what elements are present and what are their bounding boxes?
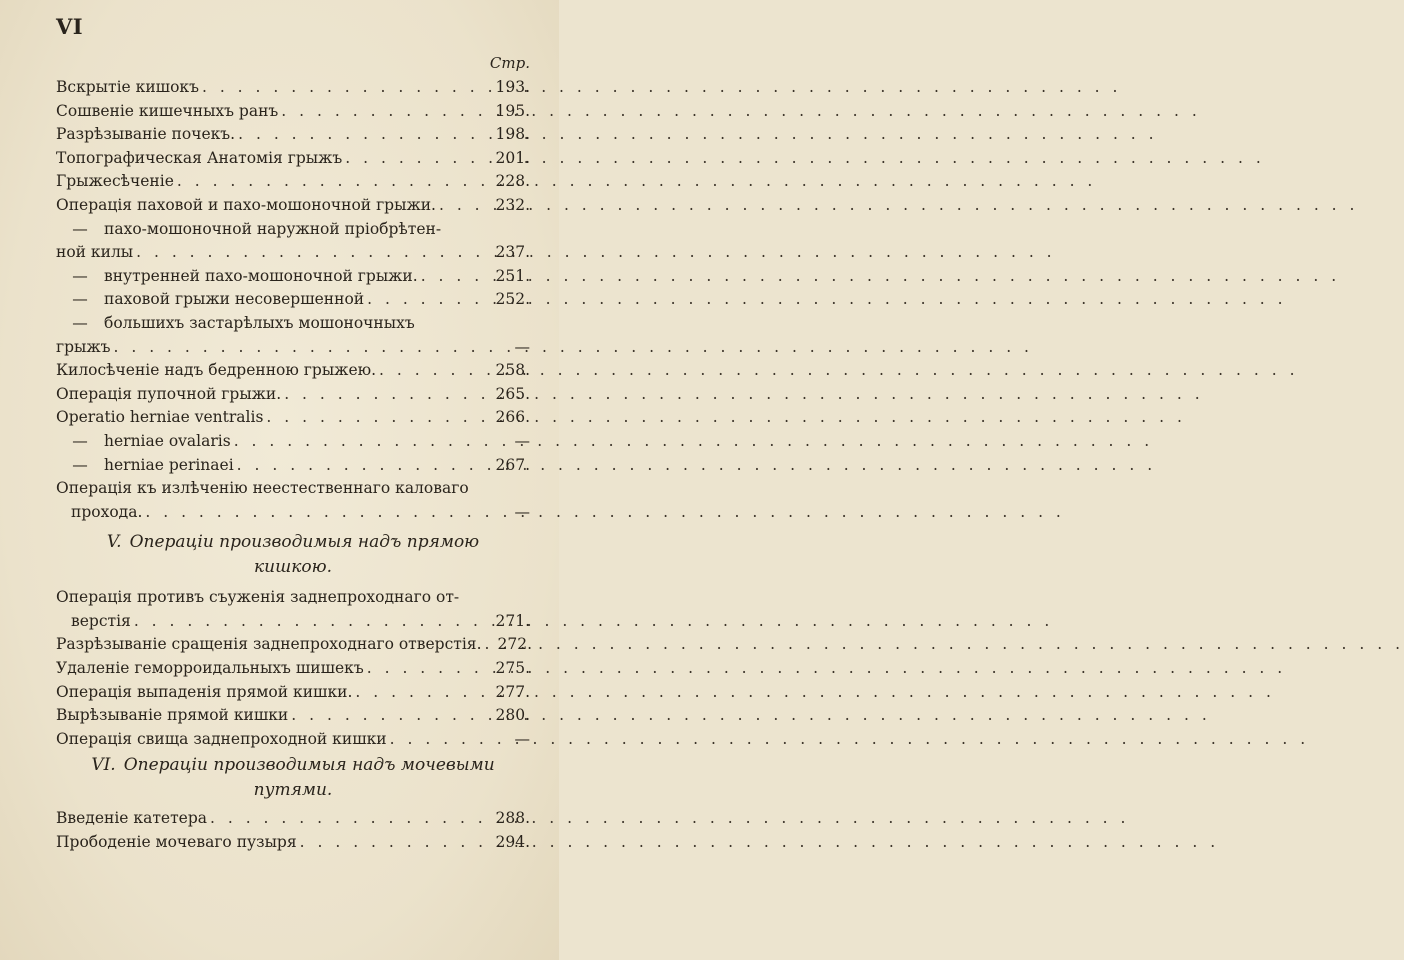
toc-entry-title: Введеніе катетера bbox=[56, 809, 207, 828]
dot-leader bbox=[439, 194, 493, 218]
toc-entry bbox=[56, 807, 530, 831]
dot-leader bbox=[210, 807, 493, 831]
toc-entry-page: 228. bbox=[495, 172, 530, 191]
toc-entry-page: 193. bbox=[495, 78, 530, 96]
toc-entry-page: 251. bbox=[495, 266, 530, 285]
section-number: V. bbox=[106, 532, 122, 553]
ditto-dash: — bbox=[72, 219, 88, 238]
toc-entry-page: 271. bbox=[495, 611, 530, 630]
toc-entry-page: 266. bbox=[495, 408, 530, 427]
toc-entry-title: Операція противъ съуженія заднепроходнаго от- bbox=[56, 588, 460, 607]
toc-entry bbox=[56, 383, 530, 407]
dot-leader bbox=[202, 76, 493, 100]
dot-leader bbox=[355, 681, 492, 705]
toc-entry-continued bbox=[56, 312, 530, 336]
toc-entry-page: 232. bbox=[495, 195, 530, 214]
dot-leader bbox=[367, 288, 492, 312]
toc-entry bbox=[56, 265, 530, 289]
toc-entry-page: 258. bbox=[495, 361, 530, 380]
toc-entry-page: 280. bbox=[495, 706, 530, 725]
toc-entry-page: 237. bbox=[495, 243, 530, 262]
page-number: VI bbox=[56, 14, 84, 39]
ditto-dash: — bbox=[72, 266, 88, 285]
dot-leader bbox=[421, 265, 493, 289]
toc-entry-page: 265. bbox=[495, 384, 530, 403]
dot-leader bbox=[237, 454, 493, 478]
toc-entry bbox=[56, 288, 530, 312]
table-of-contents bbox=[56, 76, 533, 855]
section-title: Операціи производимыя надъ прямою bbox=[129, 532, 480, 553]
toc-entry-continued bbox=[56, 586, 530, 610]
toc-entry bbox=[56, 501, 530, 525]
section-heading-vi bbox=[56, 753, 530, 803]
toc-entry-title: Операція выпаденія прямой кишки. bbox=[56, 682, 353, 701]
toc-entry bbox=[56, 76, 530, 100]
toc-entry-title: внутренней пахо-мошоночной грыжи. bbox=[104, 266, 418, 285]
toc-entry bbox=[56, 704, 530, 728]
toc-entry-page: 277. bbox=[495, 682, 530, 701]
toc-entry bbox=[56, 147, 530, 171]
dot-leader bbox=[234, 430, 503, 454]
toc-entry bbox=[56, 359, 530, 383]
toc-entry-title: Килосѣченіе надъ бедренною грыжею. bbox=[56, 361, 377, 380]
section-title: Операціи производимыя надъ мочевыми bbox=[123, 755, 495, 776]
toc-entry-title: Прободеніе мочеваго пузыря bbox=[56, 833, 297, 852]
toc-entry-title: Операція свища заднепроходной кишки bbox=[56, 729, 387, 748]
toc-entry-page: 195. bbox=[495, 101, 530, 120]
toc-entry-title: herniae perinaei bbox=[104, 455, 234, 474]
section-number: VI. bbox=[91, 755, 116, 776]
toc-entry-title: Удаленіе геморроидальныхъ шишекъ bbox=[56, 659, 364, 678]
toc-entry bbox=[56, 194, 530, 218]
toc-entry-page: 272. bbox=[497, 635, 533, 654]
dot-leader bbox=[284, 383, 492, 407]
dot-leader bbox=[134, 610, 493, 634]
toc-entry bbox=[56, 123, 530, 147]
toc-entry-title: прохода. bbox=[71, 502, 143, 521]
toc-entry bbox=[56, 454, 530, 478]
toc-entry-title: herniae ovalaris bbox=[104, 431, 231, 450]
dot-leader bbox=[379, 359, 492, 383]
toc-entry-title: ной килы bbox=[56, 243, 134, 262]
toc-entry-page: 252. bbox=[495, 290, 530, 309]
section-title-continued: кишкою. bbox=[254, 557, 332, 578]
toc-entry bbox=[56, 241, 530, 265]
toc-entry bbox=[56, 170, 530, 194]
toc-entry bbox=[56, 657, 530, 681]
dot-leader bbox=[300, 831, 493, 855]
toc-entry-page: 275. bbox=[495, 659, 530, 678]
toc-entry bbox=[56, 681, 530, 705]
book-page bbox=[0, 0, 559, 960]
dot-leader bbox=[485, 633, 495, 657]
dot-leader bbox=[345, 147, 492, 171]
dot-leader bbox=[238, 123, 492, 147]
toc-entry-title: Разрѣзываніе почекъ. bbox=[56, 125, 236, 144]
toc-entry-title: Разрѣзываніе сращенія заднепроходнаго отверстія. bbox=[56, 635, 482, 654]
section-heading-v bbox=[56, 530, 530, 580]
toc-entry-page: 201. bbox=[495, 148, 530, 167]
dot-leader bbox=[266, 406, 492, 430]
toc-entry bbox=[56, 633, 533, 657]
dot-leader bbox=[367, 657, 493, 681]
toc-entry bbox=[56, 406, 530, 430]
toc-entry bbox=[56, 430, 530, 454]
toc-entry-title: верстія bbox=[71, 611, 131, 630]
toc-entry-title: Вырѣзываніе прямой кишки bbox=[56, 706, 289, 725]
page-column-header: Стр. bbox=[489, 54, 530, 72]
toc-entry-page: 198. bbox=[495, 125, 530, 144]
toc-entry-page: 288. bbox=[495, 809, 530, 828]
dot-leader bbox=[291, 704, 492, 728]
toc-entry-title: Операція къ излѣченію неестественнаго каловаго bbox=[56, 479, 469, 498]
toc-entry-page: — bbox=[514, 431, 530, 450]
toc-entry-title: пахо-мошоночной наружной пріобрѣтен- bbox=[104, 219, 442, 238]
toc-entry-title: Топографическая Анатомія грыжъ bbox=[56, 148, 343, 167]
dot-leader bbox=[281, 100, 492, 124]
toc-entry-continued bbox=[56, 477, 530, 501]
toc-entry-title: Operatio herniae ventralis bbox=[56, 408, 264, 427]
toc-entry bbox=[56, 728, 530, 752]
dot-leader bbox=[114, 336, 504, 360]
ditto-dash: — bbox=[72, 431, 88, 450]
dot-leader bbox=[390, 728, 503, 752]
toc-entry-page: — bbox=[514, 502, 530, 521]
toc-entry-title: паховой грыжи несовершенной bbox=[104, 290, 365, 309]
toc-entry-page: — bbox=[514, 729, 530, 748]
toc-entry-title: Сошвеніе кишечныхъ ранъ bbox=[56, 101, 279, 120]
toc-entry-title: Грыжесѣченіе bbox=[56, 172, 174, 191]
section-title-continued: путями. bbox=[253, 780, 333, 801]
toc-entry-title: Операція пупочной грыжи. bbox=[56, 384, 282, 403]
toc-entry-page: 267. bbox=[495, 455, 530, 474]
ditto-dash: — bbox=[72, 455, 88, 474]
ditto-dash: — bbox=[72, 313, 88, 332]
dot-leader bbox=[145, 501, 503, 525]
dot-leader bbox=[136, 241, 492, 265]
toc-entry bbox=[56, 610, 530, 634]
ditto-dash: — bbox=[72, 290, 88, 309]
toc-entry-title: грыжъ bbox=[56, 337, 111, 356]
toc-entry bbox=[56, 100, 530, 124]
toc-entry-title: Операція паховой и пахо-мошоночной грыжи. bbox=[56, 195, 436, 214]
toc-entry bbox=[56, 336, 530, 360]
toc-entry bbox=[56, 831, 530, 855]
toc-entry-page: — bbox=[514, 337, 530, 356]
toc-entry-title: Вскрытіе кишокъ bbox=[56, 78, 199, 96]
toc-entry-continued bbox=[56, 218, 530, 242]
dot-leader bbox=[177, 170, 493, 194]
toc-entry-page: 294. bbox=[495, 833, 530, 852]
toc-entry-title: большихъ застарѣлыхъ мошоночныхъ bbox=[104, 313, 415, 332]
